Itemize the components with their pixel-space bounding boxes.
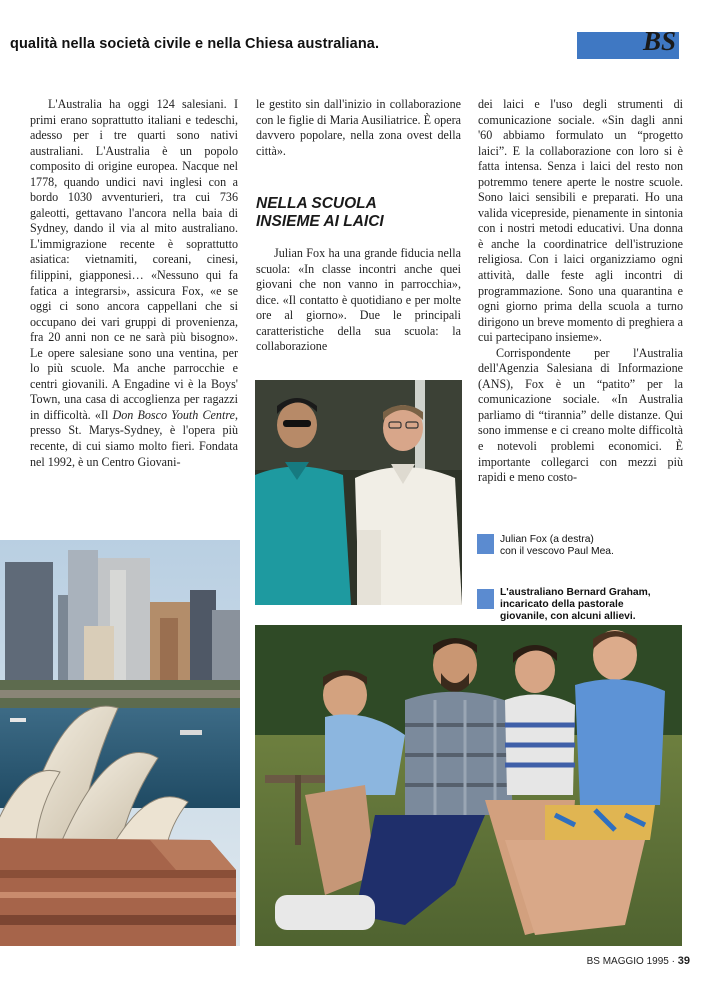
middle-text-column-top <box>256 97 461 159</box>
caption-fox: Julian Fox (a destra) con il vescovo Paul Mea. <box>500 534 614 557</box>
bernard-graham-students-photo <box>255 625 682 946</box>
left-text-column <box>30 97 238 470</box>
julian-fox-bishop-photo <box>255 380 462 605</box>
section-heading: NELLA SCUOLA INSIEME AI LAICI <box>256 195 384 230</box>
right-paragraph-2: Corrispondente per l'Australia dell'Agenzia Salesiana di Informazione (ANS), Fox è un “patito” per la comunicazione sociale. «In Australia parliamo di “tirannia” delle distanze. Qui sono immense e ci creano molte difficoltà e notevoli problemi economici. È importante collegarci con mezzi più rapidi e meno costo- <box>478 345 683 485</box>
middle-text-column-bottom <box>256 246 461 355</box>
middle-paragraph-1: le gestito sin dall'inizio in collaborazione con le figlie di Maria Ausiliatrice. È opera davvero popolare, nella zona ovest della città». <box>256 97 461 158</box>
left-paragraph: L'Australia ha oggi 124 salesiani. I primi erano soprattutto italiani e tedeschi, adesso per i tre quarti sono nativi australiani. L'Australia è un popolo composito di origine europea. Nacque nel 1778, quando undici navi inglesi con a bordo 1030 avventurieri, tra cui 736 galeotti, gettavano l'ancora nella baia di Sydney, dando il via al mito australiano. L'immigrazione recente è soprattutto asiatica: vietnamiti, coreani, cinesi, filippini, giapponesi… «Nessuno qui fa fatica a integrarsi», assicura Fox, «e se oggi ci sono ancora cappellani che si occupano dei vari gruppi di provenienza, fra 20 anni non ce ne sarà più bisogno». Le opere salesiane sono una ventina, per lo più scuole. Ma anche parrocchie e centri giovanili. A Engadine vi è la Boys' Town, una casa di accoglienza per ragazzi in difficoltà. «Il Don Bosco Youth Centre, presso St. Marys-Sydney, è l'opera più recente, di cui siamo molto fieri. Fondata nel 1992, è un Centro Giovani- <box>30 97 238 469</box>
issue-label: BS MAGGIO 1995 · <box>586 956 675 967</box>
page-header-title: qualità nella società civile e nella Chiesa australiana. <box>10 36 380 52</box>
magazine-logo: BS <box>642 26 676 56</box>
page-footer <box>530 955 690 967</box>
page-number: 39 <box>677 955 690 967</box>
right-paragraph-1: dei laici e l'uso degli strumenti di comunicazione sociale. «Sin dagli anni '60 abbiamo formulato un “progetto laici”. E la collaborazione con loro si è fatta intensa. Senza i laici del resto non potremmo tenere aperte le nostre scuole. Sono laici sensibili e preparati. Ho una valida vicepreside, pienamente in sintonia con i nostri metodi educativi. Una donna è anche la coordinatrice dell'istruzione religiosa. Con i laici organizziamo ogni attività, dalle feste agli incontri di programmazione. Sono una quarantina e ogni giorno prima della scuola a turno dirigono un breve momento di preghiera a cui partecipano insieme». <box>478 97 683 345</box>
caption-graham: L'australiano Bernard Graham, incaricato della pastorale giovanile, con alcuni allievi. <box>500 587 651 622</box>
right-text-column <box>478 97 683 486</box>
middle-paragraph-2: Julian Fox ha una grande fiducia nella scuola: «In classe incontri anche quei giovani che non vanno in parrocchia», dice. «Il contatto è quotidiano e per molte ore al giorno». Due le principali caratteristiche della sua scuola: la collaborazione <box>256 246 461 354</box>
caption-marker-graham <box>477 589 494 609</box>
sydney-opera-house-photo <box>0 540 240 946</box>
italic-centre-name: Don Bosco Youth Centre <box>112 407 235 422</box>
caption-marker-fox <box>477 534 494 554</box>
